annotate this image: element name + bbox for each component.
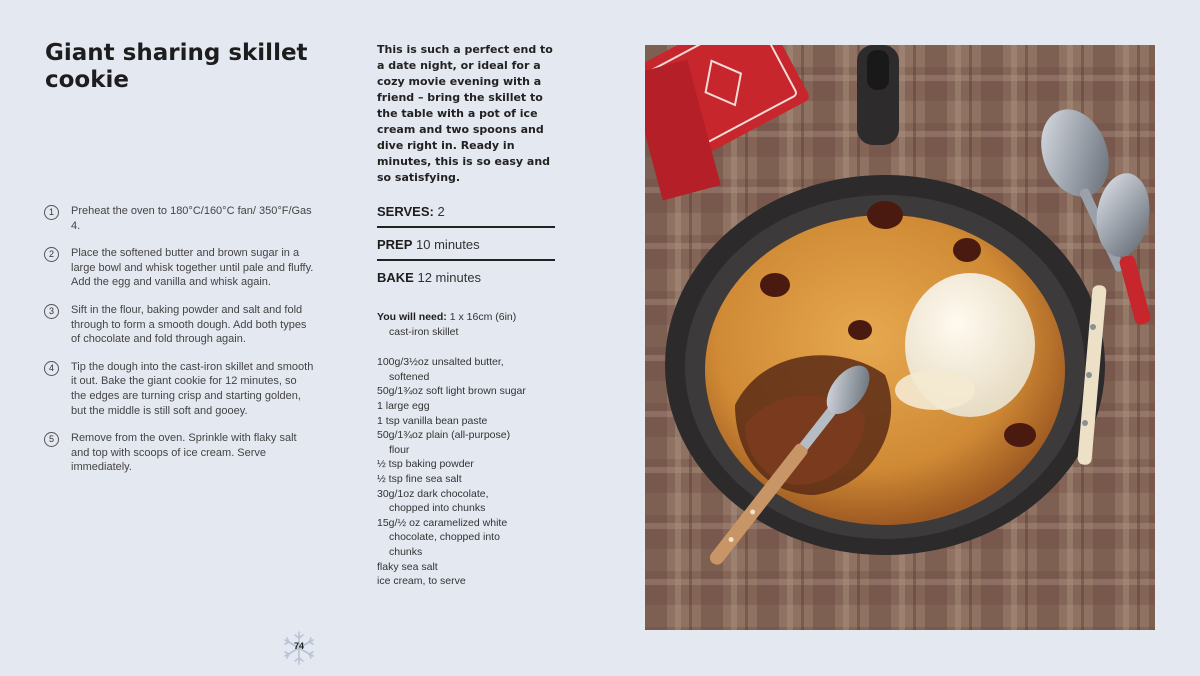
method-step (44, 246, 314, 290)
serves-row (377, 200, 555, 228)
page-number: 74 (293, 641, 304, 651)
bake-row (377, 266, 555, 292)
ingredient-line: flaky sea salt (377, 560, 438, 573)
ingredient-line: ice cream, to serve (377, 575, 466, 588)
ingredient-line: 50g/1¾oz soft light brown sugar (377, 385, 526, 398)
recipe-intro: This is such a perfect end to a date night, or ideal for a cozy movie evening with a friend – bring the skillet to the table with a pot of ice cream and two spoons and dive right in. Ready in minutes, this is so easy and so satisfying. (377, 43, 553, 184)
serves-value: 2 (437, 204, 445, 219)
ingredient-line: 1 tsp vanilla bean paste (377, 414, 488, 427)
recipe-title: Giant sharing skillet cookie (45, 40, 308, 93)
ingredient-item (377, 560, 567, 575)
equipment-needed (377, 310, 567, 339)
ingredient-line: 1 large egg (377, 399, 430, 412)
step-number: 5 (44, 432, 59, 447)
ingredient-cont: chunks (389, 545, 423, 558)
ingredient-item (377, 414, 567, 429)
prep-value: 10 minutes (416, 237, 480, 252)
cookie-illustration (645, 45, 1155, 630)
step-number: 1 (44, 205, 59, 220)
bake-value: 12 minutes (417, 270, 482, 285)
step-text: Tip the dough into the cast-iron skillet and smooth it out. Bake the giant cookie for 12 minutes, so the edges are turning crisp and starting golden, but the middle is still soft and gooey. (71, 360, 314, 417)
step-number: 3 (44, 304, 59, 319)
ingredient-cont: chocolate, chopped into (389, 531, 500, 544)
ingredient-item (377, 516, 567, 560)
ingredient-item (377, 574, 567, 589)
method-step (44, 431, 314, 475)
prep-label: PREP (377, 237, 413, 252)
prep-row (377, 233, 555, 261)
page-number-badge (281, 630, 317, 666)
ingredients-section (377, 310, 567, 589)
method-steps (44, 204, 314, 488)
equipment-label: You will need: (377, 311, 447, 323)
step-number: 4 (44, 361, 59, 376)
bake-label: BAKE (377, 270, 414, 285)
step-text: Place the softened butter and brown sugar in a large bowl and whisk together until pale and fluffy. Add the egg and vanilla and whisk again. (71, 247, 314, 289)
ingredient-line: 30g/1oz dark chocolate, (377, 487, 489, 500)
step-text: Remove from the oven. Sprinkle with flaky salt and top with scoops of ice cream. Serve immediately. (71, 432, 297, 474)
ingredient-line: 50g/1¾oz plain (all-purpose) (377, 429, 511, 442)
ingredient-item (377, 472, 567, 487)
ingredient-item (377, 399, 567, 414)
step-number: 2 (44, 247, 59, 262)
ingredient-item (377, 487, 567, 516)
ingredient-item (377, 355, 567, 384)
ingredient-item (377, 457, 567, 472)
method-step (44, 204, 314, 233)
method-step (44, 360, 314, 418)
equipment-text: 1 x 16cm (6in) (449, 311, 517, 323)
step-text: Preheat the oven to 180°C/160°C fan/ 350°F/Gas 4. (71, 205, 312, 232)
method-step (44, 303, 314, 347)
skillet-cookie-photo (645, 45, 1155, 630)
ingredient-line: 15g/½ oz caramelized white (377, 516, 508, 529)
ingredient-line: 100g/3½oz unsalted butter, (377, 356, 504, 369)
serves-label: SERVES: (377, 204, 434, 219)
ingredient-cont: softened (389, 370, 430, 383)
ingredient-cont: chopped into chunks (389, 502, 486, 515)
ingredient-item (377, 428, 567, 457)
ingredient-line: ½ tsp baking powder (377, 458, 474, 471)
step-text: Sift in the flour, baking powder and salt and fold through to form a smooth dough. Add both types of chocolate and fold through again. (71, 303, 307, 346)
ingredient-cont: flour (389, 443, 410, 456)
recipe-meta (377, 200, 555, 297)
equipment-text-cont: cast-iron skillet (389, 325, 459, 338)
ingredient-line: ½ tsp fine sea salt (377, 472, 462, 485)
ingredient-item (377, 384, 567, 399)
